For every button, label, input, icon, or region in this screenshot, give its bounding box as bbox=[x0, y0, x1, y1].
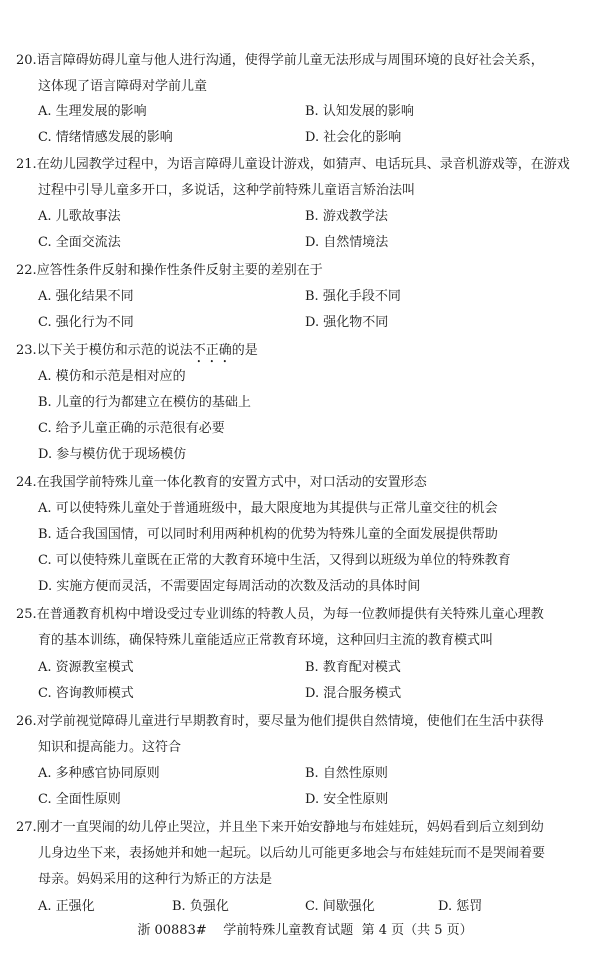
question-25-option-a: A. 资源教室模式 bbox=[38, 660, 134, 675]
question-24-option-d: D. 实施方便而灵活，不需要固定每周活动的次数及活动的具体时间 bbox=[38, 579, 421, 594]
question-26-option-b: B. 自然性原则 bbox=[305, 766, 388, 781]
question-20-line-2: 这体现了语言障碍对学前儿童 bbox=[38, 79, 208, 94]
question-26-option-a: A. 多种感官协同原则 bbox=[38, 766, 160, 781]
footer-page-number: 第 4 页（共 5 页） bbox=[361, 923, 473, 938]
question-24-option-c: C. 可以使特殊儿童既在正常的大教育环境中生活，又得到以班级为单位的特殊教育 bbox=[38, 553, 511, 568]
question-27-line-3: 母亲。妈妈采用的这种行为矫正的方法是 bbox=[38, 872, 273, 887]
question-24-option-a: A. 可以使特殊儿童处于普通班级中，最大限度地为其提供与正常儿童交往的机会 bbox=[38, 501, 498, 516]
question-24-line-1: 24.在我国学前特殊儿童一体化教育的安置方式中，对口活动的安置形态 bbox=[16, 475, 427, 490]
question-26-option-d: D. 安全性原则 bbox=[305, 792, 389, 807]
question-21-option-b: B. 游戏教学法 bbox=[305, 209, 388, 224]
question-24-option-b: B. 适合我国国情，可以同时利用两种机构的优势为特殊儿童的全面发展提供帮助 bbox=[38, 527, 498, 542]
question-21-line-2: 过程中引导儿童多开口，多说话，这种学前特殊儿童语言矫治法叫 bbox=[38, 183, 416, 198]
question-25-option-d: D. 混合服务模式 bbox=[305, 686, 402, 701]
question-22-option-c: C. 强化行为不同 bbox=[38, 315, 134, 330]
emphasis-negation: 不正确 bbox=[192, 343, 232, 358]
question-26-option-c: C. 全面性原则 bbox=[38, 792, 121, 807]
question-21-line-1: 21.在幼儿园教学过程中，为语言障碍儿童设计游戏，如猜声、电话玩具、录音机游戏等，在游戏 bbox=[16, 157, 570, 172]
footer-code: 浙 00883# bbox=[137, 923, 207, 938]
question-20-option-a: A. 生理发展的影响 bbox=[38, 104, 147, 119]
question-20-option-d: D. 社会化的影响 bbox=[305, 130, 402, 145]
page-footer bbox=[0, 919, 610, 938]
question-20-line-1: 20.语言障碍妨碍儿童与他人进行沟通，使得学前儿童无法形成与周围环境的良好社会关系， bbox=[16, 53, 544, 68]
question-23-option-a: A. 模仿和示范是相对应的 bbox=[38, 369, 186, 384]
question-20-option-b: B. 认知发展的影响 bbox=[305, 104, 414, 119]
question-27-option-d: D. 惩罚 bbox=[438, 899, 483, 914]
question-25-option-b: B. 教育配对模式 bbox=[305, 660, 401, 675]
question-21-option-c: C. 全面交流法 bbox=[38, 235, 121, 250]
question-21-option-a: A. 儿歌故事法 bbox=[38, 209, 121, 224]
question-23-line-1: 23.以下关于模仿和示范的说法不正确的是 bbox=[16, 343, 258, 358]
question-23-option-b: B. 儿童的行为都建立在模仿的基础上 bbox=[38, 395, 251, 410]
question-26-line-2: 知识和提高能力。这符合 bbox=[38, 740, 182, 755]
question-23-option-c: C. 给予儿童正确的示范很有必要 bbox=[38, 421, 225, 436]
question-25-line-1: 25.在普通教育机构中增设受过专业训练的特教人员，为每一位教师提供有关特殊儿童心理教 bbox=[16, 607, 544, 622]
question-27-line-1: 27.刚才一直哭闹的幼儿停止哭泣，并且坐下来开始安静地与布娃娃玩，妈妈看到后立刻到幼 bbox=[16, 820, 544, 835]
question-26-line-1: 26.对学前视觉障碍儿童进行早期教育时，要尽量为他们提供自然情境，使他们在生活中获得 bbox=[16, 714, 544, 729]
question-25-option-c: C. 咨询教师模式 bbox=[38, 686, 134, 701]
question-27-line-2: 儿身边坐下来，表扬她并和她一起玩。以后幼儿可能更多地会与布娃娃玩而不是哭闹着要 bbox=[38, 846, 546, 861]
question-23-option-d: D. 参与模仿优于现场模仿 bbox=[38, 447, 187, 462]
question-22-option-a: A. 强化结果不同 bbox=[38, 289, 134, 304]
question-21-option-d: D. 自然情境法 bbox=[305, 235, 389, 250]
question-22-line-1: 22.应答性条件反射和操作性条件反射主要的差别在于 bbox=[16, 263, 323, 278]
footer-title: 学前特殊儿童教育试题 bbox=[223, 923, 354, 938]
question-22-option-b: B. 强化手段不同 bbox=[305, 289, 401, 304]
question-25-line-2: 育的基本训练，确保特殊儿童能适应正常教育环境，这种回归主流的教育模式叫 bbox=[38, 633, 494, 648]
question-27-option-b: B. 负强化 bbox=[172, 899, 229, 914]
question-20-option-c: C. 情绪情感发展的影响 bbox=[38, 130, 173, 145]
question-22-option-d: D. 强化物不同 bbox=[305, 315, 389, 330]
question-27-option-c: C. 间歇强化 bbox=[305, 899, 375, 914]
question-27-option-a: A. 正强化 bbox=[38, 899, 95, 914]
